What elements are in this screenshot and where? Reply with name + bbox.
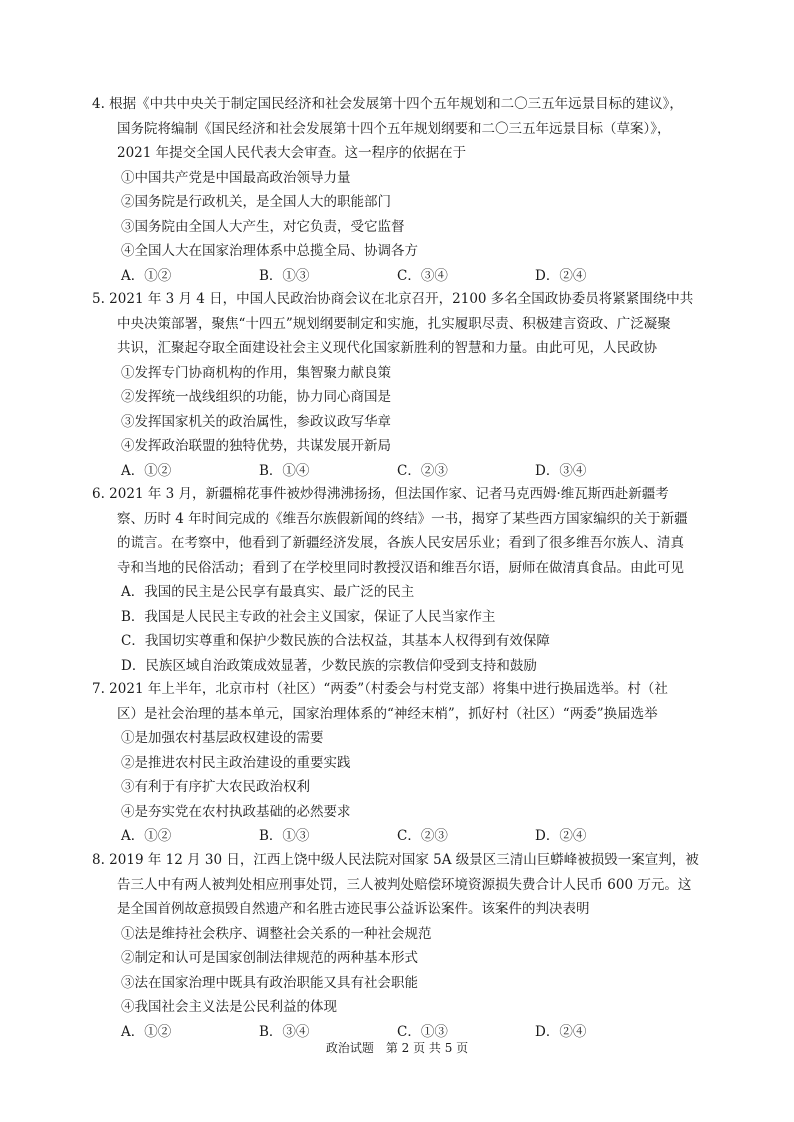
statement: ②制定和认可是国家创制法律规范的两种基本形式: [121, 950, 418, 966]
question-text-line: 7. 2021 年上半年，北京市村（社区）“两委”（村委会与村党支部）将集中进行换届选举。村（社: [92, 681, 668, 697]
statement: ②发挥统一战线组织的功能，协力同心商国是: [121, 389, 391, 405]
choice-a[interactable]: A．我国的民主是公民享有最真实、最广泛的民主: [121, 584, 415, 600]
statement: ③国务院由全国人大产生，对它负责，受它监督: [121, 218, 405, 235]
statement: ③发挥国家机关的政治属性，参政议政写华章: [121, 413, 391, 430]
choice-row: [92, 824, 732, 849]
statement: ②国务院是行政机关，是全国人大的职能部门: [121, 194, 391, 210]
choice-d[interactable]: D．②④: [535, 267, 587, 284]
choice-a[interactable]: A．①②: [121, 267, 172, 284]
question-text-line: 中央决策部署，聚焦“十四五”规划纲要制定和实施，扎实履职尽责、积极建言资政、广泛凝聚: [117, 315, 671, 332]
choice-b[interactable]: B．③④: [259, 1023, 310, 1040]
question-text-line: 5. 2021 年 3 月 4 日，中国人民政治协商会议在北京召开，2100 多名全国政协委员将紧紧围绕中共: [92, 291, 694, 307]
choice-c[interactable]: C．②③: [397, 462, 448, 479]
statement: ②是推进农村民主政治建设的重要实践: [121, 754, 351, 771]
choice-b[interactable]: B．①④: [259, 462, 310, 479]
question-text-line: 2021 年提交全国人民代表大会审查。这一程序的依据在于: [117, 145, 467, 161]
question-text-line: 察、历时 4 年时间完成的《维吾尔族假新闻的终结》一书，揭穿了某些西方国家编织的关于新疆: [117, 510, 688, 527]
question-text-line: 的谎言。在考察中，他看到了新疆经济发展，各族人民安居乐业；看到了很多维吾尔族人、清真: [117, 535, 684, 551]
question-text-line: 告三人中有两人被判处相应刑事处罚，三人被判处赔偿环境资源损失费合计人民币 600 万元。这: [117, 876, 692, 893]
question-8: [92, 848, 732, 1044]
statement: ④我国社会主义法是公民利益的体现: [121, 999, 337, 1015]
choice-c[interactable]: C．我国切实尊重和保护少数民族的合法权益，其基本人权得到有效保障: [121, 633, 550, 649]
statement: ④是夯实党在农村执政基础的必然要求: [121, 803, 351, 820]
statement: ④发挥政治联盟的独特优势，共谋发展开新局: [121, 438, 391, 454]
choice-a[interactable]: A．①②: [121, 828, 172, 844]
choice-a[interactable]: A．①②: [121, 462, 172, 479]
question-5: [92, 287, 732, 483]
statement: ①是加强农村基层政权建设的需要: [121, 730, 324, 746]
question-4: [92, 92, 732, 288]
question-text-line: 是全国首例故意损毁自然遗产和名胜古迹民事公益诉讼案件。该案件的判决表明: [117, 901, 590, 917]
question-text-line: 国务院将编制《国民经济和社会发展第十四个五年规划纲要和二〇三五年远景目标（草案）》，: [117, 120, 671, 137]
choice-b[interactable]: B．①③: [259, 267, 310, 284]
question-text-line: 4. 根据《中共中央关于制定国民经济和社会发展第十四个五年规划和二〇三五年远景目标的建议》，: [92, 96, 683, 112]
choice-c[interactable]: C．①③: [397, 1023, 448, 1040]
statement: ④全国人大在国家治理体系中总揽全局、协调各方: [121, 243, 418, 259]
choice-b[interactable]: B．①③: [259, 828, 310, 844]
question-6: [92, 482, 732, 678]
question-text-line: 共识，汇聚起夺取全面建设社会主义现代化国家新胜利的智慧和力量。由此可见，人民政协: [117, 340, 657, 356]
choice-c[interactable]: C．②③: [397, 828, 448, 844]
choice-d[interactable]: D．③④: [535, 462, 587, 479]
statement: ①法是维持社会秩序、调整社会关系的一种社会规范: [121, 925, 432, 942]
choice-b[interactable]: B．我国是人民民主专政的社会主义国家，保证了人民当家作主: [121, 608, 496, 625]
statement: ③有利于有序扩大农民政治权利: [121, 779, 310, 795]
choice-d[interactable]: D．民族区域自治政策成效显著，少数民族的宗教信仰受到支持和鼓励: [121, 657, 537, 674]
question-text-line: 8. 2019 年 12 月 30 日，江西上饶中级人民法院对国家 5A 级景区三清山巨蟒峰被损毁一案宣判，被: [92, 852, 699, 868]
question-text-line: 6. 2021 年 3 月，新疆棉花事件被炒得沸沸扬扬，但法国作家、记者马克西姆·维瓦斯西赴新疆考: [92, 486, 669, 502]
choice-row: [92, 264, 732, 289]
page-footer: 政治试题 第 2 页 共 5 页: [325, 1041, 469, 1055]
choice-row: [92, 459, 732, 484]
choice-a[interactable]: A．①②: [121, 1023, 172, 1040]
statement: ③法在国家治理中既具有政治职能又具有社会职能: [121, 974, 418, 991]
choice-d[interactable]: D．②④: [535, 828, 587, 844]
statement: ①发挥专门协商机构的作用，集智聚力献良策: [121, 364, 391, 381]
choice-c[interactable]: C．③④: [397, 267, 448, 284]
question-7: [92, 677, 732, 849]
question-text-line: 区）是社会治理的基本单元，国家治理体系的“神经末梢”，抓好村（社区）“两委”换届选举: [117, 705, 658, 722]
choice-d[interactable]: D．②④: [535, 1023, 587, 1040]
question-text-line: 寺和当地的民俗活动；看到了在学校里同时教授汉语和维吾尔语，厨师在做清真食品。由此可见: [117, 559, 684, 576]
statement: ①中国共产党是中国最高政治领导力量: [121, 169, 351, 186]
